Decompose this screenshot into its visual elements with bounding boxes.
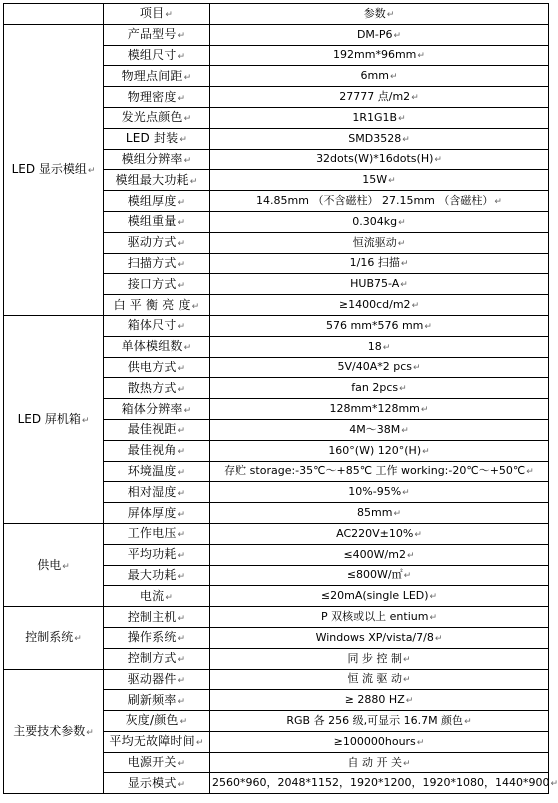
row-value-text: 1R1G1B (352, 110, 398, 124)
paragraph-mark-icon: ↵ (177, 31, 186, 42)
paragraph-mark-icon: ↵ (87, 166, 96, 177)
paragraph-mark-icon: ↵ (429, 613, 437, 623)
row-value-text: 32dots(W)*16dots(H) (316, 152, 434, 166)
row-label-text: 供电方式 (127, 359, 177, 374)
paragraph-mark-icon: ↵ (177, 488, 186, 499)
row-label (104, 461, 210, 482)
row-value (210, 336, 549, 357)
paragraph-mark-icon: ↵ (177, 363, 186, 374)
row-label (104, 648, 210, 669)
row-value (210, 295, 549, 316)
row-label-text: 发光点颜色 (121, 110, 183, 125)
row-label-text: 扫描方式 (127, 255, 177, 270)
row-label-text: 相对湿度 (127, 484, 177, 499)
paragraph-mark-icon: ↵ (74, 634, 82, 645)
row-label-text: 模组分辨率 (121, 151, 183, 166)
row-label-text: 电源开关 (127, 755, 177, 770)
paragraph-mark-icon: ↵ (195, 738, 204, 749)
row-label (104, 357, 210, 378)
row-value-text: ≥ 2880 HZ (344, 693, 405, 707)
row-label-text: 控制主机 (127, 609, 177, 624)
paragraph-mark-icon: ↵ (398, 217, 406, 228)
table-row (4, 24, 549, 45)
row-value (210, 690, 549, 711)
row-label (104, 565, 210, 586)
row-value-text: 160°(W) 120°(H) (328, 443, 422, 457)
paragraph-mark-icon: ↵ (177, 551, 186, 562)
row-value-text: 128mm*128mm (329, 402, 420, 416)
row-value-text: 4M～38M (349, 422, 401, 436)
paragraph-mark-icon: ↵ (417, 51, 425, 62)
paragraph-mark-icon: ↵ (177, 218, 186, 229)
paragraph-mark-icon: ↵ (177, 467, 186, 478)
row-label (104, 66, 210, 87)
row-value (210, 482, 549, 503)
row-value (210, 648, 549, 669)
row-label-text: 白 平 衡 亮 度 (113, 297, 191, 312)
row-label-text: 平均功耗 (127, 547, 177, 562)
row-label (104, 773, 210, 794)
row-label (104, 232, 210, 253)
paragraph-mark-icon: ↵ (86, 727, 94, 738)
row-value-text: ≥1400cd/m2 (338, 298, 411, 312)
row-value-text: 6mm (360, 69, 389, 83)
paragraph-mark-icon: ↵ (434, 633, 443, 644)
group-label-text: 控制系统 (25, 630, 74, 645)
row-value-text: 85mm (357, 506, 393, 520)
row-label (104, 336, 210, 357)
row-value-text: AC220V±10% (336, 526, 414, 540)
paragraph-mark-icon: ↵ (183, 114, 192, 125)
row-value (210, 211, 549, 232)
row-value-text: 5V/40A*2 pcs (337, 360, 412, 374)
row-value-text: RGB 各 256 级,可显示 16.7M 颜色 (286, 713, 464, 727)
row-label-text: 工作电压 (127, 526, 177, 541)
row-label (104, 274, 210, 295)
row-label (104, 87, 210, 108)
row-value-text: 192mm*96mm (333, 48, 417, 62)
row-value (210, 274, 549, 295)
row-label (104, 315, 210, 336)
paragraph-mark-icon: ↵ (177, 447, 186, 458)
paragraph-mark-icon: ↵ (177, 675, 186, 686)
row-value-text: ≤400W/m2 (343, 547, 406, 561)
paragraph-mark-icon: ↵ (382, 342, 391, 353)
paragraph-mark-icon: ↵ (411, 301, 420, 312)
row-value (210, 87, 549, 108)
row-label-text: 驱动器件 (127, 671, 177, 686)
row-value-text: 自 动 开 关 (347, 755, 402, 769)
row-label-text: 刷新频率 (127, 692, 177, 707)
row-value (210, 149, 549, 170)
row-value (210, 24, 549, 45)
row-label-text: 模组尺寸 (127, 47, 177, 62)
row-value (210, 731, 549, 752)
row-label-text: 箱体分辨率 (121, 401, 183, 416)
paragraph-mark-icon: ↵ (406, 550, 415, 561)
paragraph-mark-icon: ↵ (402, 134, 410, 145)
paragraph-mark-icon: ↵ (62, 561, 70, 572)
row-value-text: DM-P6 (356, 27, 393, 41)
row-label (104, 399, 210, 420)
paragraph-mark-icon: ↵ (179, 135, 188, 146)
paragraph-mark-icon: ↵ (177, 759, 186, 770)
row-value-text: 1/16 扫描 (349, 256, 400, 270)
paragraph-mark-icon: ↵ (400, 280, 408, 291)
row-value (210, 503, 549, 524)
paragraph-mark-icon: ↵ (393, 30, 402, 41)
paragraph-mark-icon: ↵ (177, 384, 186, 395)
paragraph-mark-icon: ↵ (414, 529, 422, 540)
row-value-text: fan 2pcs (351, 381, 399, 395)
row-value (210, 357, 549, 378)
row-label-text: 模组重量 (127, 214, 177, 229)
row-value-text: 576 mm*576 mm (326, 318, 424, 332)
table-row (4, 523, 549, 544)
paragraph-mark-icon: ↵ (81, 415, 90, 426)
row-label-text: 灰度/颜色 (125, 713, 179, 728)
paragraph-mark-icon: ↵ (177, 655, 186, 666)
paragraph-mark-icon: ↵ (177, 571, 186, 582)
paragraph-mark-icon: ↵ (177, 51, 186, 62)
row-label (104, 24, 210, 45)
paragraph-mark-icon: ↵ (393, 509, 401, 520)
group-label-text: LED 屏机箱 (17, 411, 81, 426)
row-value (210, 128, 549, 149)
paragraph-mark-icon: ↵ (429, 592, 438, 603)
row-value-text: ≥100000hours (333, 734, 416, 748)
table-row (4, 607, 549, 628)
row-label-text: 驱动方式 (127, 235, 177, 250)
paragraph-mark-icon: ↵ (177, 613, 186, 624)
group-label (4, 24, 104, 315)
group-label-text: LED 显示模组 (11, 162, 87, 177)
row-label (104, 295, 210, 316)
paragraph-mark-icon: ↵ (177, 509, 186, 520)
header-row (4, 4, 549, 25)
row-value (210, 523, 549, 544)
row-value-text: 18 (367, 339, 382, 353)
row-label (104, 440, 210, 461)
paragraph-mark-icon: ↵ (526, 467, 534, 478)
row-label (104, 378, 210, 399)
row-label-text: 操作系统 (127, 630, 177, 645)
table-row (4, 315, 549, 336)
row-value-text: 同 步 控 制 (347, 651, 402, 665)
row-label (104, 45, 210, 66)
paragraph-mark-icon: ↵ (494, 197, 502, 208)
row-value (210, 253, 549, 274)
row-value (210, 586, 549, 607)
row-label-text: 产品型号 (127, 27, 177, 42)
paragraph-mark-icon: ↵ (177, 696, 186, 707)
row-label (104, 191, 210, 212)
row-value (210, 378, 549, 399)
group-label (4, 523, 104, 606)
paragraph-mark-icon: ↵ (183, 72, 192, 83)
group-label (4, 607, 104, 669)
row-label (104, 482, 210, 503)
row-value-text: 10%-95% (348, 485, 402, 499)
row-value-text: 14.85mm （不含磁柱） 27.15mm （含磁柱） (256, 194, 494, 208)
paragraph-mark-icon: ↵ (183, 155, 192, 166)
row-value (210, 45, 549, 66)
row-label-text: 散热方式 (127, 380, 177, 395)
paragraph-mark-icon: ↵ (399, 384, 407, 395)
row-value-text: 27777 点/m2 (339, 90, 411, 104)
paragraph-mark-icon: ↵ (177, 322, 186, 333)
row-value-text: SMD3528 (348, 131, 402, 145)
row-value (210, 419, 549, 440)
row-value (210, 66, 549, 87)
group-label-text: 主要技术参数 (13, 723, 86, 738)
paragraph-mark-icon: ↵ (177, 779, 186, 790)
row-label (104, 419, 210, 440)
paragraph-mark-icon: ↵ (388, 176, 396, 187)
row-label-text: 平均无故障时间 (109, 734, 195, 749)
row-label-text: 屏体厚度 (127, 505, 177, 520)
paragraph-mark-icon: ↵ (177, 426, 186, 437)
paragraph-mark-icon: ↵ (177, 634, 186, 645)
row-value-text: 2560*960，2048*1152，1920*1200，1920*1080，1440*900 (212, 776, 550, 790)
paragraph-mark-icon: ↵ (401, 425, 409, 436)
row-value (210, 315, 549, 336)
row-label-text: 物理密度 (127, 89, 177, 104)
row-label (104, 711, 210, 732)
paragraph-mark-icon: ↵ (412, 363, 421, 374)
row-label (104, 253, 210, 274)
paragraph-mark-icon: ↵ (424, 321, 432, 332)
row-label (104, 731, 210, 752)
row-value (210, 711, 549, 732)
row-label-text: 显示模式 (127, 775, 177, 790)
paragraph-mark-icon: ↵ (403, 571, 412, 582)
row-value (210, 170, 549, 191)
table-row (4, 669, 549, 690)
paragraph-mark-icon: ↵ (402, 675, 411, 686)
row-label-text: 模组厚度 (127, 193, 177, 208)
row-label-text: 最佳视距 (127, 422, 177, 437)
paragraph-mark-icon: ↵ (183, 343, 192, 354)
row-value-text: 0.304kg (352, 214, 398, 228)
row-value-text: ≤800W/㎡ (346, 568, 403, 582)
row-value-text: 恒 流 驱 动 (347, 672, 402, 686)
row-value-text: HUB75-A (350, 277, 400, 291)
row-label (104, 107, 210, 128)
paragraph-mark-icon: ↵ (402, 488, 410, 499)
paragraph-mark-icon: ↵ (416, 737, 425, 748)
row-value (210, 607, 549, 628)
row-label-text: 单体模组数 (121, 339, 183, 354)
paragraph-mark-icon: ↵ (420, 405, 429, 416)
row-label (104, 627, 210, 648)
paragraph-mark-icon: ↵ (400, 259, 409, 270)
row-value (210, 565, 549, 586)
header-empty-cell (4, 4, 104, 25)
paragraph-mark-icon: ↵ (177, 197, 186, 208)
row-label (104, 669, 210, 690)
group-label-text: 供电 (37, 557, 62, 572)
row-value-text: ≤20mA(single LED) (320, 589, 429, 603)
row-label (104, 128, 210, 149)
row-label (104, 752, 210, 773)
row-label-text: 控制方式 (127, 651, 177, 666)
row-value (210, 669, 549, 690)
row-value (210, 752, 549, 773)
group-label (4, 669, 104, 794)
paragraph-mark-icon: ↵ (191, 301, 200, 312)
row-value (210, 107, 549, 128)
row-label (104, 544, 210, 565)
paragraph-mark-icon: ↵ (177, 259, 186, 270)
row-value (210, 440, 549, 461)
row-label (104, 170, 210, 191)
row-label (104, 607, 210, 628)
row-label-text: LED 封装 (125, 131, 179, 146)
row-value (210, 399, 549, 420)
row-label-text: 模组最大功耗 (115, 172, 189, 187)
row-label-text: 最大功耗 (127, 567, 177, 582)
row-value-text: P 双核或以上 entium (321, 610, 429, 623)
row-label (104, 211, 210, 232)
spec-table (3, 3, 558, 794)
paragraph-mark-icon: ↵ (179, 717, 188, 728)
paragraph-mark-icon: ↵ (189, 176, 198, 187)
row-value (210, 191, 549, 212)
row-value (210, 232, 549, 253)
row-label (104, 149, 210, 170)
row-value-text: 恒流驱动 (352, 235, 397, 249)
row-label-text: 电流 (139, 588, 165, 603)
paragraph-mark-icon: ↵ (177, 530, 186, 541)
paragraph-mark-icon: ↵ (165, 592, 174, 603)
row-value (210, 461, 549, 482)
row-value-text: 15W (362, 173, 388, 187)
row-label (104, 690, 210, 711)
row-label-text: 环境温度 (127, 463, 177, 478)
row-value-text: Windows XP/vista/7/8 (315, 630, 434, 644)
row-label (104, 586, 210, 607)
group-label (4, 315, 104, 523)
row-value (210, 544, 549, 565)
paragraph-mark-icon: ↵ (402, 758, 411, 769)
row-label (104, 503, 210, 524)
paragraph-mark-icon: ↵ (397, 238, 406, 249)
paragraph-mark-icon: ↵ (550, 779, 558, 790)
row-label (104, 523, 210, 544)
paragraph-mark-icon: ↵ (422, 446, 430, 457)
paragraph-mark-icon: ↵ (177, 239, 186, 250)
row-label-text: 接口方式 (127, 276, 177, 291)
row-value (210, 773, 558, 794)
paragraph-mark-icon: ↵ (402, 654, 411, 665)
paragraph-mark-icon: ↵ (405, 696, 414, 707)
paragraph-mark-icon: ↵ (411, 93, 419, 104)
paragraph-mark-icon: ↵ (434, 155, 442, 166)
row-label-text: 箱体尺寸 (127, 318, 177, 333)
paragraph-mark-icon: ↵ (398, 113, 406, 124)
row-label-text: 物理点间距 (121, 68, 183, 83)
row-value (210, 627, 549, 648)
paragraph-mark-icon: ↵ (389, 72, 398, 83)
paragraph-mark-icon: ↵ (177, 280, 186, 291)
row-value-text: 存贮 storage:-35℃～+85℃ 工作 working:-20℃～+50℃ (224, 464, 526, 478)
header-param: 参数↵ (210, 4, 549, 25)
row-label-text: 最佳视角 (127, 443, 177, 458)
paragraph-mark-icon: ↵ (177, 93, 186, 104)
paragraph-mark-icon: ↵ (183, 405, 192, 416)
header-item: 项目↵ (104, 4, 210, 25)
paragraph-mark-icon: ↵ (464, 716, 472, 727)
